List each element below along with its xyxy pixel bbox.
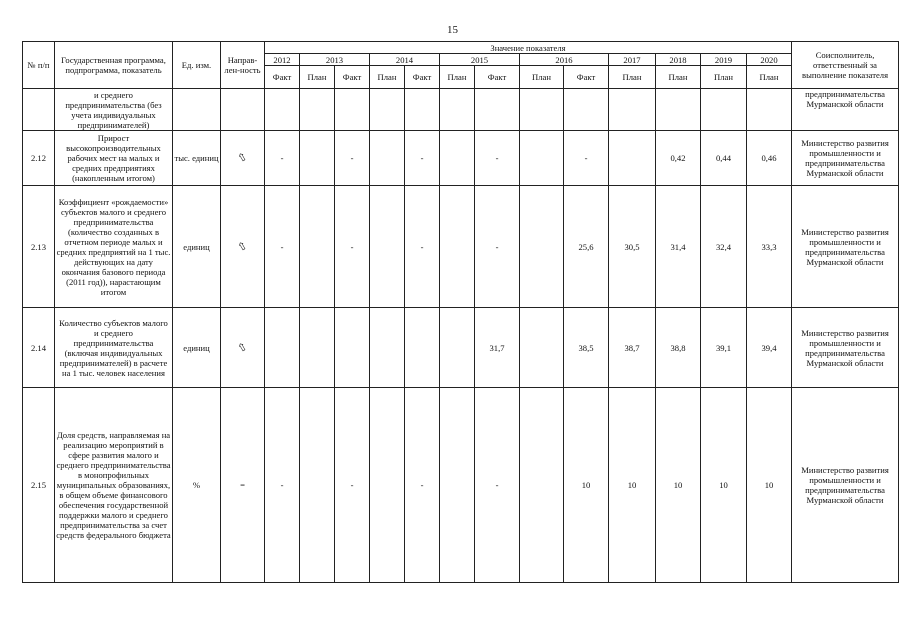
value-cell [440, 388, 475, 583]
value-cell [520, 131, 564, 186]
table-row [23, 186, 899, 308]
responsible-cell: Министерство развития промышленности и предпринимательства Мурманской области [792, 308, 899, 388]
row-number: 2.15 [23, 388, 55, 583]
header-unit: Ед. изм. [173, 42, 221, 89]
value-cell [405, 308, 440, 388]
value-cell [370, 308, 405, 388]
value-cell [370, 388, 405, 583]
value-cell [370, 131, 405, 186]
indicator-name: Доля средств, направляемая на реализацию мероприятий в сфере развития малого и среднего предпринимательства в монопрофильных муниципальных образованиях, в общем объеме финансового обеспечения государственной поддержки малого и среднего предпринимательства за счет средств федерального бюджета [55, 388, 173, 583]
value-cell [475, 89, 520, 131]
table-row [23, 131, 899, 186]
value-cell: - [475, 186, 520, 308]
header-subcol: План [701, 66, 747, 89]
value-cell [405, 89, 440, 131]
header-year: 2018 [656, 54, 701, 66]
value-cell [656, 89, 701, 131]
header-year: 2017 [609, 54, 656, 66]
value-cell: 10 [564, 388, 609, 583]
header-direction: Направ-лен-ность [221, 42, 265, 89]
direction-cell: = [221, 388, 265, 583]
header-subcol: Факт [475, 66, 520, 89]
unit-cell: единиц [173, 186, 221, 308]
row-number: 2.14 [23, 308, 55, 388]
indicator-name: Прирост высокопроизводительных рабочих мест на малых и средних предприятиях (накопленным итогом) [55, 131, 173, 186]
value-cell: 31,7 [475, 308, 520, 388]
value-cell [370, 186, 405, 308]
responsible-cell: Министерство развития промышленности и предпринимательства Мурманской области [792, 131, 899, 186]
value-cell: 10 [656, 388, 701, 583]
value-cell: - [475, 131, 520, 186]
header-program: Государственная программа, подпрограмма, показатель [55, 42, 173, 89]
header-year: 2014 [370, 54, 440, 66]
value-cell [335, 308, 370, 388]
header-subcol: План [609, 66, 656, 89]
value-cell: 0,44 [701, 131, 747, 186]
value-cell: 10 [747, 388, 792, 583]
value-cell [440, 89, 475, 131]
value-cell: 0,46 [747, 131, 792, 186]
indicator-name: и среднего предпринимательства (без учета индивидуальных предпринимателей) [55, 89, 173, 131]
value-cell: 10 [701, 388, 747, 583]
indicator-table [22, 41, 899, 583]
row-number: 2.12 [23, 131, 55, 186]
header-year: 2012 [265, 54, 300, 66]
value-cell: - [405, 186, 440, 308]
header-year: 2013 [300, 54, 370, 66]
value-cell: 38,8 [656, 308, 701, 388]
unit-cell: тыс. единиц [173, 131, 221, 186]
header-subcol: Факт [265, 66, 300, 89]
value-cell [609, 131, 656, 186]
value-cell [440, 186, 475, 308]
value-cell: 38,7 [609, 308, 656, 388]
arrow-up-icon: ⇧ [235, 339, 250, 356]
value-cell [520, 186, 564, 308]
value-cell [520, 388, 564, 583]
direction-cell [221, 308, 265, 388]
header-subcol: Факт [564, 66, 609, 89]
value-cell: - [335, 388, 370, 583]
value-cell: 39,4 [747, 308, 792, 388]
value-cell: 32,4 [701, 186, 747, 308]
value-cell [335, 89, 370, 131]
table-row [23, 388, 899, 583]
value-cell: 30,5 [609, 186, 656, 308]
value-cell [265, 308, 300, 388]
header-year: 2019 [701, 54, 747, 66]
row-number: 2.13 [23, 186, 55, 308]
value-cell [300, 131, 335, 186]
value-cell [300, 89, 335, 131]
header-year: 2016 [520, 54, 609, 66]
header-subcol: План [300, 66, 335, 89]
indicator-name: Количество субъектов малого и среднего предпринимательства (включая индивидуальных предпринимателей) в расчете на 1 тыс. человек населения [55, 308, 173, 388]
value-cell [300, 186, 335, 308]
value-cell [747, 89, 792, 131]
value-cell: 31,4 [656, 186, 701, 308]
unit-cell: единиц [173, 308, 221, 388]
header-subcol: Факт [405, 66, 440, 89]
value-cell [564, 89, 609, 131]
value-cell: - [405, 388, 440, 583]
header-year: 2020 [747, 54, 792, 66]
responsible-cell: предпринимательства Мурманской области [792, 89, 899, 131]
value-cell [370, 89, 405, 131]
indicator-name: Коэффициент «рождаемости» субъектов малого и среднего предпринимательства (количество созданных в отчетном периоде малых и средних предприятий на 1 тыс. действующих на дату окончания базового периода (2011 год)), нарастающим итогом [55, 186, 173, 308]
direction-cell [221, 131, 265, 186]
arrow-up-icon: ⇧ [235, 150, 250, 166]
header-subcol: План [520, 66, 564, 89]
value-cell: 10 [609, 388, 656, 583]
unit-cell: % [173, 388, 221, 583]
value-cell: - [335, 186, 370, 308]
header-subcol: План [440, 66, 475, 89]
header-subcol: План [656, 66, 701, 89]
value-cell: 38,5 [564, 308, 609, 388]
page-number: 15 [447, 24, 458, 36]
value-cell: 25,6 [564, 186, 609, 308]
value-cell: - [265, 131, 300, 186]
value-cell: - [265, 186, 300, 308]
value-cell [440, 308, 475, 388]
table-row [23, 308, 899, 388]
header-subcol: План [370, 66, 405, 89]
responsible-cell: Министерство развития промышленности и предпринимательства Мурманской области [792, 388, 899, 583]
responsible-cell: Министерство развития промышленности и предпринимательства Мурманской области [792, 186, 899, 308]
direction-cell [221, 89, 265, 131]
row-number [23, 89, 55, 131]
table-row [23, 89, 899, 131]
header-value-group: Значение показателя [265, 42, 792, 54]
value-cell: 33,3 [747, 186, 792, 308]
header-year: 2015 [440, 54, 520, 66]
header-num: № п/п [23, 42, 55, 89]
value-cell [265, 89, 300, 131]
value-cell [300, 388, 335, 583]
arrow-up-icon: ⇧ [235, 238, 250, 255]
unit-cell [173, 89, 221, 131]
header-responsible: Соисполнитель, ответственный за выполнение показателя [792, 42, 899, 89]
header-subcol: Факт [335, 66, 370, 89]
direction-cell [221, 186, 265, 308]
value-cell: - [564, 131, 609, 186]
header-subcol: План [747, 66, 792, 89]
value-cell: 0,42 [656, 131, 701, 186]
value-cell [520, 89, 564, 131]
value-cell: 39,1 [701, 308, 747, 388]
value-cell: - [335, 131, 370, 186]
value-cell: - [405, 131, 440, 186]
value-cell [701, 89, 747, 131]
value-cell: - [475, 388, 520, 583]
value-cell [440, 131, 475, 186]
value-cell: - [265, 388, 300, 583]
value-cell [300, 308, 335, 388]
value-cell [520, 308, 564, 388]
value-cell [609, 89, 656, 131]
